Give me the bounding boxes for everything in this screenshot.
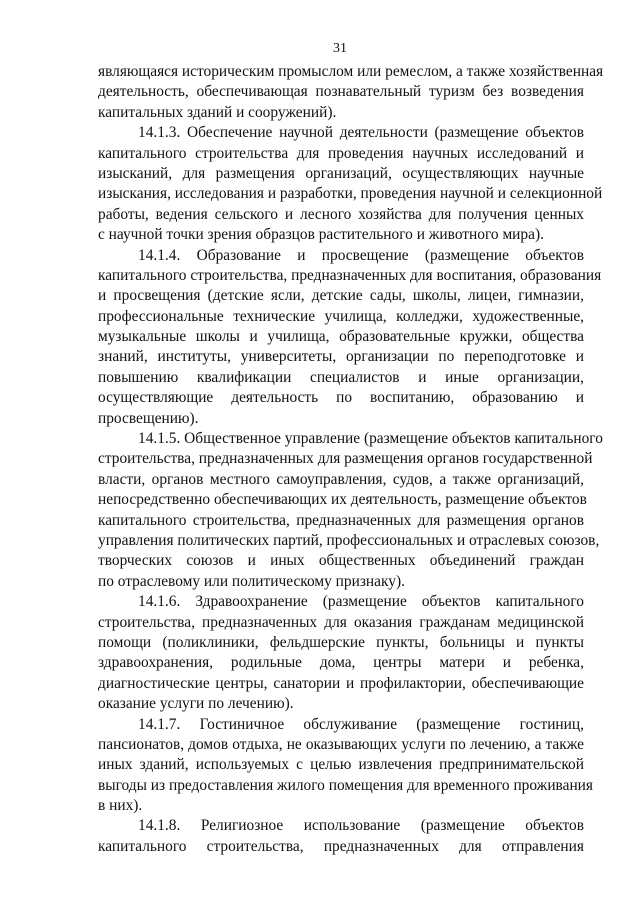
text-line: 14.1.4. Образование и просвещение (размещение объектов: [138, 246, 584, 264]
text-line: по отраслевому или политическому признаку).: [98, 572, 405, 590]
text-line: строительства, предназначенных для оказания гражданам медицинской: [98, 613, 584, 631]
text-line: капитального строительства, предназначенных для отправления: [98, 837, 584, 855]
text-line: деятельность, обеспечивающая познавательный туризм без возведения: [98, 83, 584, 101]
text-line: капитальных зданий и сооружений).: [98, 103, 337, 121]
text-line: капитального строительства для проведения научных исследований и: [98, 144, 584, 162]
text-line: оказание услуги по лечению).: [98, 695, 294, 713]
text-line: капитального строительства, предназначенных для размещения органов: [98, 511, 584, 529]
text-line: изысканий, для размещения организаций, осуществляющих научные: [98, 164, 584, 182]
text-line: пансионатов, домов отдыха, не оказывающих услуги по лечению, а также: [98, 735, 584, 753]
text-line: диагностические центры, санатории и профилактории, обеспечивающие: [98, 674, 584, 692]
text-line: здравоохранения, родильные дома, центры матери и ребенка,: [98, 654, 584, 672]
text-line: 14.1.8. Религиозное использование (размещение объектов: [138, 817, 584, 835]
text-line: музыкальные школы и училища, образовательные кружки, общества: [98, 328, 584, 346]
text-line: власти, органов местного самоуправления, судов, а также организаций,: [98, 470, 584, 488]
text-line: повышению квалификации специалистов и иные организации,: [98, 368, 584, 386]
text-line: просвещению).: [98, 409, 199, 427]
text-line: капитального строительства, предназначенных для воспитания, образования: [98, 266, 602, 284]
text-line: управления политических партий, профессиональных и отраслевых союзов,: [98, 531, 600, 549]
text-line: и просвещения (детские ясли, детские сады, школы, лицеи, гимназии,: [98, 287, 584, 305]
text-line: творческих союзов и иных общественных объединений граждан: [98, 552, 584, 570]
text-line: являющаяся историческим промыслом или ремеслом, а также хозяйственная: [98, 63, 604, 80]
text-line: выгоды из предоставления жилого помещения для временного проживания: [98, 776, 594, 794]
text-line: с научной точки зрения образцов растительного и животного мира).: [98, 226, 544, 244]
text-line: работы, ведения сельского и лесного хозяйства для получения ценных: [98, 205, 584, 223]
text-line: знаний, институты, университеты, организации по переподготовке и: [98, 348, 584, 366]
text-line: осуществляющие деятельность по воспитанию, образованию и: [98, 389, 584, 407]
page-number: 31: [333, 41, 347, 56]
document-body: [98, 62, 604, 857]
text-line: помощи (поликлиники, фельдшерские пункты, больницы и пункты: [98, 633, 584, 651]
text-line: профессиональные технические училища, колледжи, художественные,: [98, 307, 584, 325]
text-line: непосредственно обеспечивающих их деятельность, размещение объектов: [98, 491, 587, 509]
text-line: 14.1.7. Гостиничное обслуживание (размещение гостиниц,: [138, 715, 584, 733]
text-line: строительства, предназначенных для размещения органов государственной: [98, 450, 593, 468]
text-line: изыскания, исследования и разработки, проведения научной и селекционной: [98, 185, 603, 203]
text-line: 14.1.5. Общественное управление (размещение объектов капитального: [138, 430, 603, 448]
text-line: в них).: [98, 797, 143, 815]
text-line: иных зданий, используемых с целью извлечения предпринимательской: [98, 756, 584, 774]
text-line: 14.1.6. Здравоохранение (размещение объектов капитального: [138, 593, 584, 611]
text-line: 14.1.3. Обеспечение научной деятельности (размещение объектов: [138, 124, 584, 142]
